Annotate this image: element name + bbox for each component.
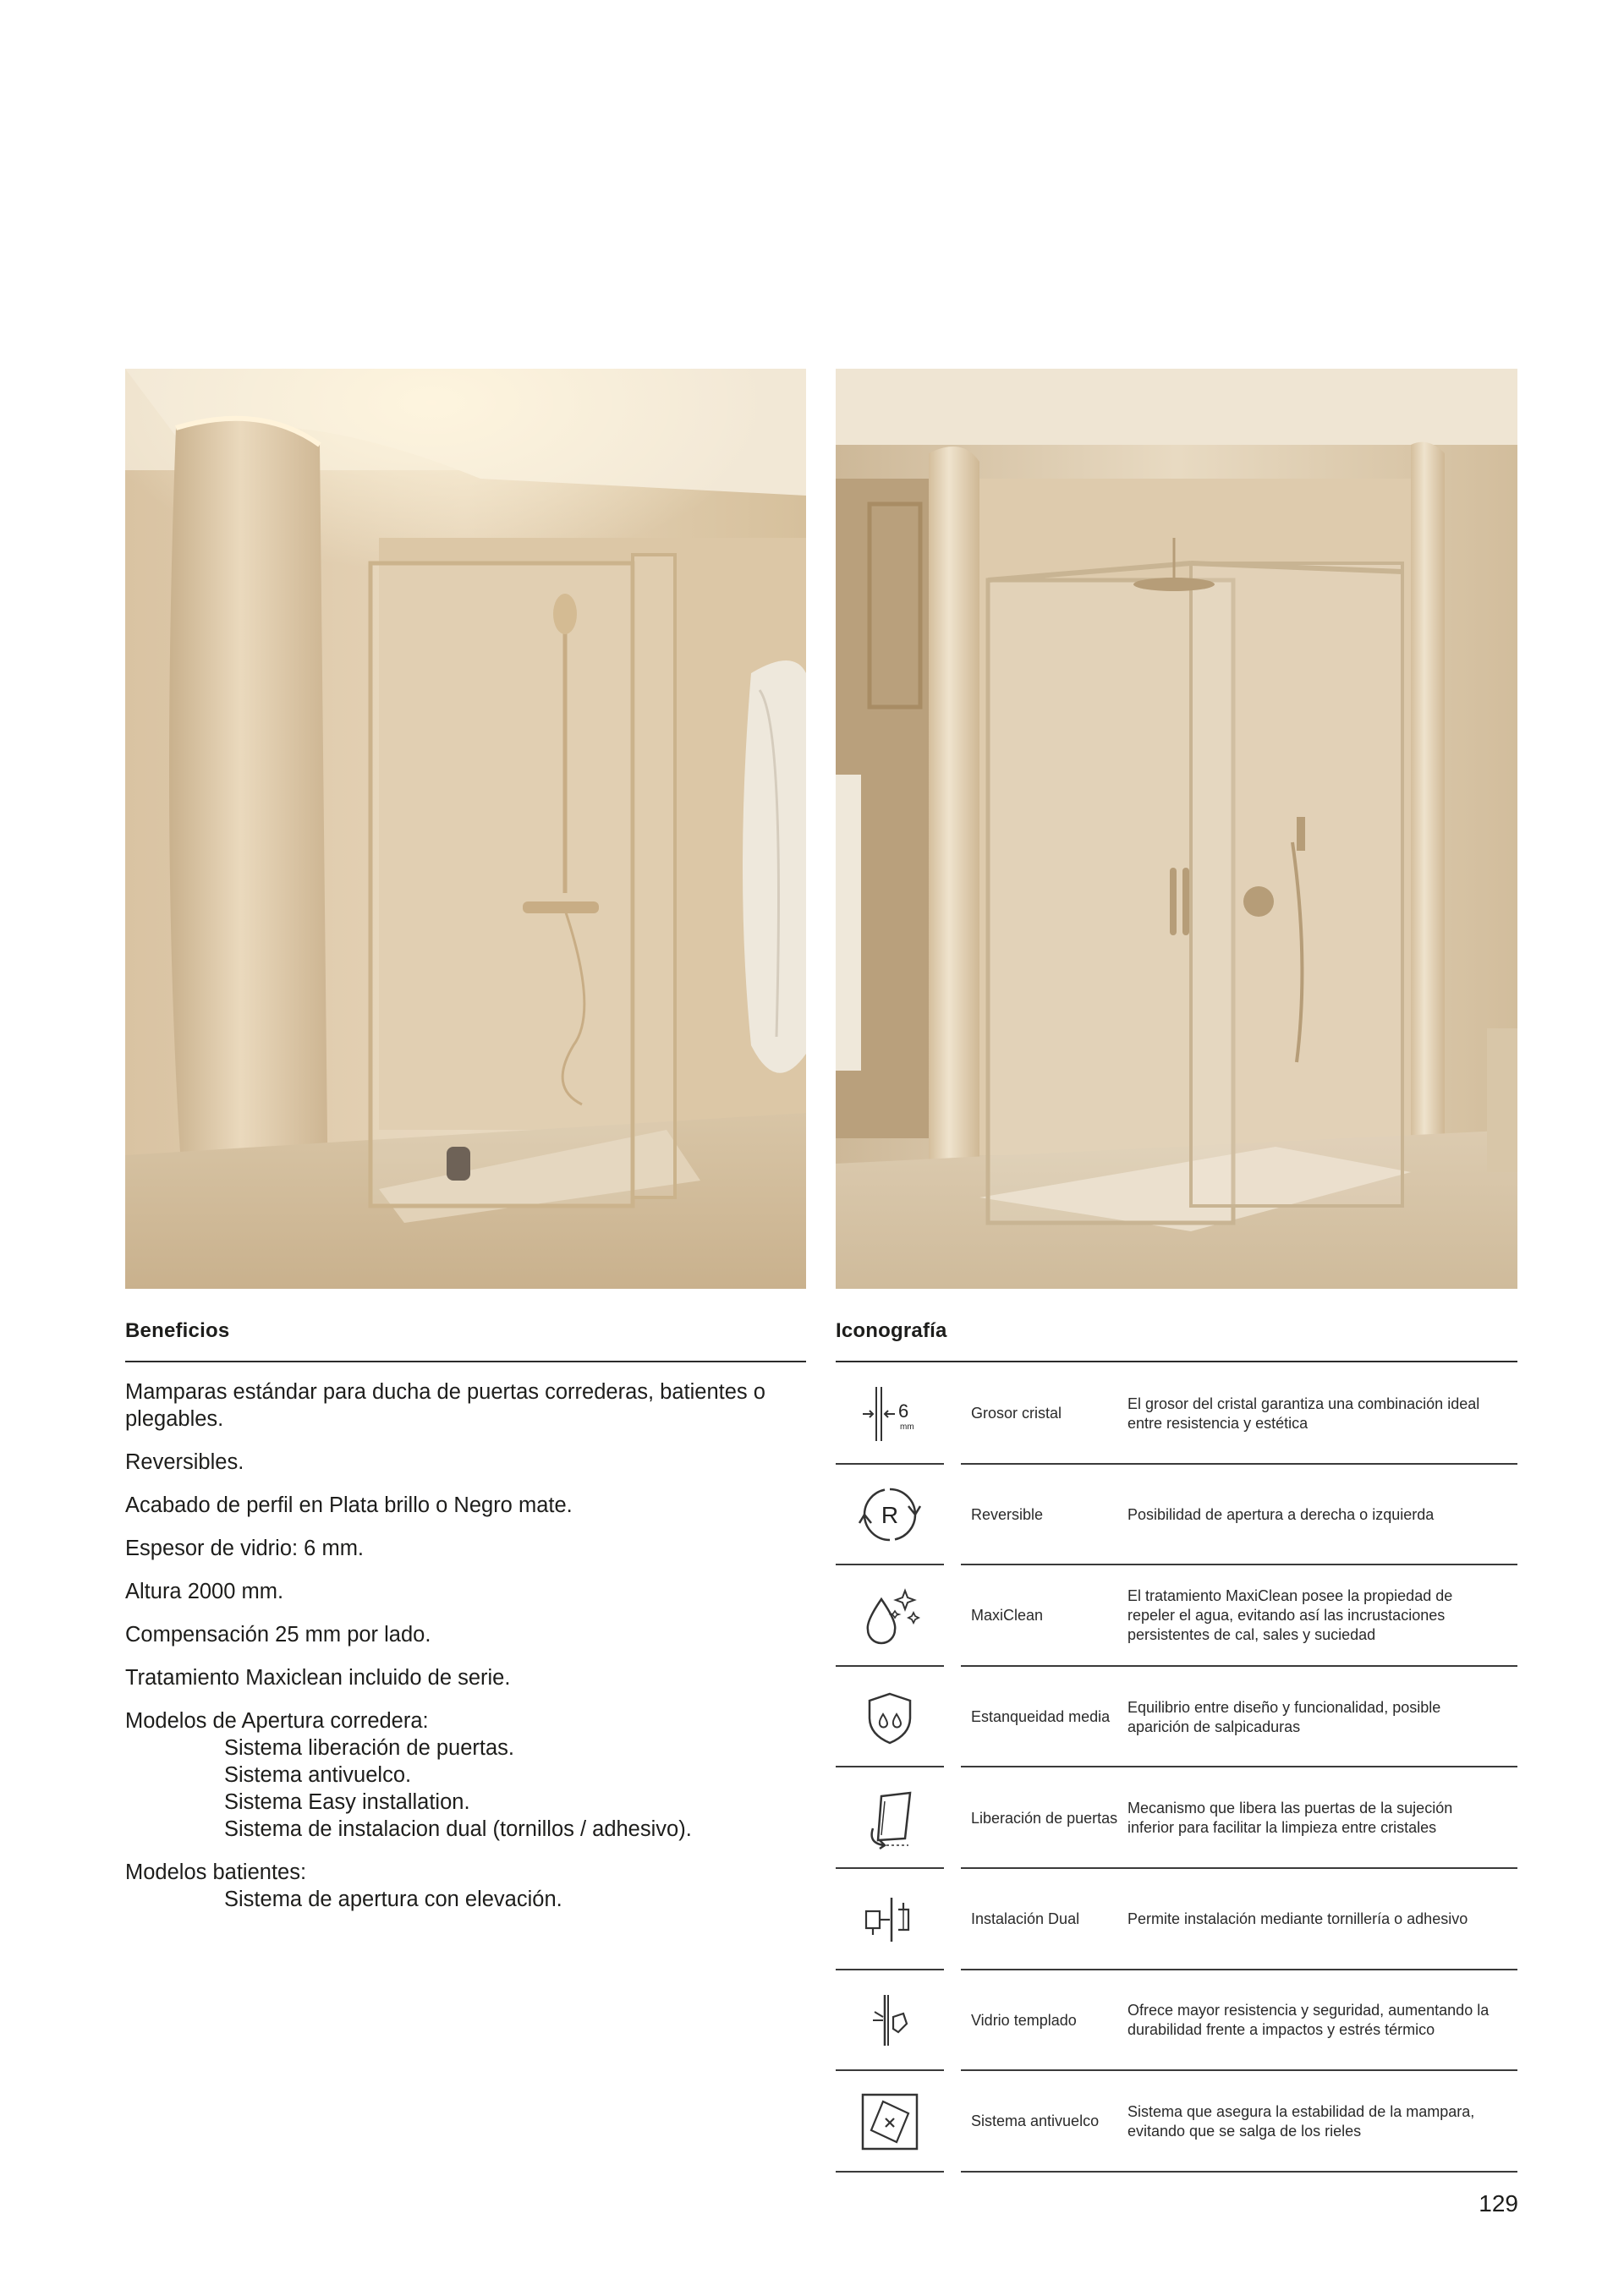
benefit-group-sliding: [125, 1707, 806, 1843]
icon-name: Estanqueidad media: [971, 1708, 1111, 1726]
benefits-title: Beneficios: [125, 1319, 230, 1342]
icon-row-water-tightness: [836, 1667, 1517, 1768]
benefit-sub-list: [125, 1734, 806, 1843]
anti-tip-icon: [856, 2088, 924, 2156]
benefits-divider: [125, 1361, 806, 1362]
water-shield-icon: [856, 1684, 924, 1751]
photo-hinged-shower-illustration: [125, 369, 806, 1289]
icon-name: Grosor cristal: [971, 1405, 1062, 1422]
icon-row-maxiclean: [836, 1565, 1517, 1667]
reversible-letter: R: [881, 1502, 899, 1529]
benefit-group-heading: Modelos batientes:: [125, 1860, 307, 1884]
benefit-item: Altura 2000 mm.: [125, 1580, 284, 1603]
benefit-sub-item: Sistema de apertura con elevación.: [224, 1888, 562, 1911]
glass-thickness-icon: [856, 1380, 924, 1448]
iconography-table: [836, 1363, 1517, 2173]
icon-description: Posibilidad de apertura a derecha o izquierda: [1127, 1505, 1435, 1523]
icon-description: Ofrece mayor resistencia y seguridad, aumentando la durabilidad frente a impactos y estrés térmico: [1127, 2002, 1490, 2039]
icon-description: El tratamiento MaxiClean posee la propiedad de repeler el agua, evitando así las incrustaciones persistentes de cal, sales y suciedad: [1127, 1587, 1453, 1644]
maxiclean-icon: [856, 1582, 924, 1650]
icon-description: El grosor del cristal garantiza una combinación ideal entre resistencia y estética: [1127, 1395, 1480, 1432]
benefit-sub-item: Sistema liberación de puertas.: [224, 1736, 515, 1760]
icon-row-dual-install: [836, 1869, 1517, 1970]
icon-description: Sistema que asegura la estabilidad de la mampara, evitando que se salga de los rieles: [1127, 2102, 1475, 2140]
benefit-group-hinged: [125, 1859, 806, 1913]
reversible-icon: [856, 1481, 924, 1548]
dual-install-icon: [856, 1886, 924, 1954]
photo-sliding-shower-illustration: [836, 369, 1517, 1289]
photo-hinged-shower-screen: [125, 369, 806, 1289]
benefit-item: Tratamiento Maxiclean incluido de serie.: [125, 1666, 511, 1690]
benefit-item: Espesor de vidrio: 6 mm.: [125, 1537, 365, 1560]
icon-row-glass-thickness: [836, 1363, 1517, 1465]
benefit-group-heading: Modelos de Apertura corredera:: [125, 1709, 429, 1733]
icon-name: Liberación de puertas: [971, 1809, 1118, 1827]
benefit-item: Reversibles.: [125, 1450, 244, 1474]
benefit-sub-item: Sistema de instalacion dual (tornillos / adhesivo).: [224, 1817, 692, 1841]
page-number: 129: [1479, 2190, 1518, 2217]
icon-row-tempered-glass: [836, 1970, 1517, 2072]
icon-row-anti-tip: [836, 2071, 1517, 2173]
iconography-divider: [836, 1361, 1517, 1362]
icon-description: Equilibrio entre diseño y funcionalidad, posible aparición de salpicaduras: [1127, 1698, 1441, 1735]
icon-name: Reversible: [971, 1505, 1044, 1523]
benefit-sub-item: Sistema antivuelco.: [224, 1763, 412, 1787]
icon-row-door-release: [836, 1767, 1517, 1869]
benefit-item: Mamparas estándar para ducha de puertas correderas, batientes o plegables.: [125, 1380, 765, 1431]
benefit-sub-list: [125, 1886, 806, 1913]
icon-row-reversible: [836, 1465, 1517, 1566]
icon-name: MaxiClean: [971, 1607, 1044, 1625]
benefit-sub-item: Sistema Easy installation.: [224, 1790, 470, 1814]
icon-description: Mecanismo que libera las puertas de la sujeción inferior para facilitar la limpieza entre cristales: [1127, 1800, 1453, 1837]
glass-thickness-unit: mm: [900, 1422, 914, 1432]
benefits-list: [125, 1378, 806, 1929]
icon-description: Permite instalación mediante tornillería o adhesivo: [1127, 1910, 1468, 1928]
door-release-icon: [856, 1784, 924, 1852]
photo-sliding-shower-screen: [836, 369, 1517, 1289]
icon-name: Instalación Dual: [971, 1910, 1080, 1928]
glass-thickness-value: 6: [898, 1400, 909, 1422]
iconography-title: Iconografía: [836, 1319, 947, 1342]
benefit-item: Compensación 25 mm por lado.: [125, 1623, 431, 1647]
icon-name: Sistema antivuelco: [971, 2112, 1100, 2130]
benefit-item: Acabado de perfil en Plata brillo o Negro mate.: [125, 1493, 573, 1517]
tempered-glass-icon: [856, 1986, 924, 2054]
icon-name: Vidrio templado: [971, 2011, 1077, 2029]
